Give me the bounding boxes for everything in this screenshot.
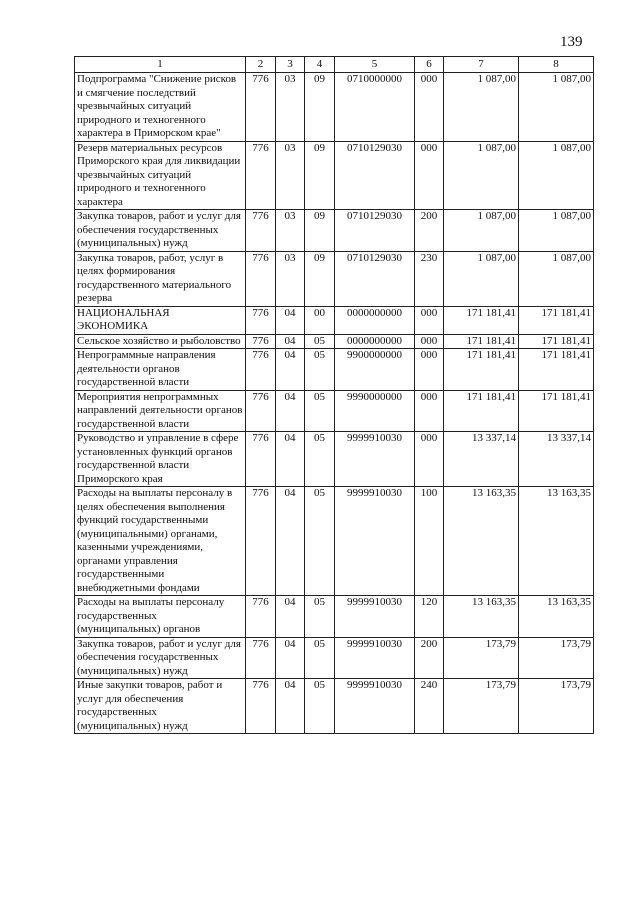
target-article-cell: 0000000000 bbox=[335, 334, 415, 349]
target-article-cell: 9999910030 bbox=[335, 487, 415, 596]
expense-type-cell: 000 bbox=[415, 432, 444, 487]
amount-col7-cell: 171 181,41 bbox=[444, 390, 519, 432]
header-cell: 1 bbox=[75, 57, 246, 73]
row-name-cell: Расходы на выплаты персоналу в целях обеспечения выполнения функций государственными (муниципальными) органами, казенными учреждениями, органами управления государственными внебюджетными фондами bbox=[75, 487, 246, 596]
table-row bbox=[75, 637, 594, 679]
amount-col8-cell: 173,79 bbox=[519, 679, 594, 734]
amount-col8-cell: 13 163,35 bbox=[519, 487, 594, 596]
expense-type-cell: 200 bbox=[415, 210, 444, 252]
admin-code-cell: 776 bbox=[246, 432, 276, 487]
table-row bbox=[75, 390, 594, 432]
subsection-cell: 05 bbox=[305, 334, 335, 349]
expense-type-cell: 100 bbox=[415, 487, 444, 596]
admin-code-cell: 776 bbox=[246, 596, 276, 638]
target-article-cell: 0710129030 bbox=[335, 210, 415, 252]
amount-col7-cell: 171 181,41 bbox=[444, 306, 519, 334]
section-cell: 04 bbox=[276, 390, 305, 432]
subsection-cell: 09 bbox=[305, 210, 335, 252]
expense-type-cell: 000 bbox=[415, 141, 444, 210]
admin-code-cell: 776 bbox=[246, 251, 276, 306]
subsection-cell: 05 bbox=[305, 487, 335, 596]
expense-type-cell: 000 bbox=[415, 73, 444, 142]
section-cell: 03 bbox=[276, 251, 305, 306]
section-cell: 04 bbox=[276, 306, 305, 334]
target-article-cell: 9999910030 bbox=[335, 679, 415, 734]
section-cell: 03 bbox=[276, 73, 305, 142]
target-article-cell: 0710000000 bbox=[335, 73, 415, 142]
row-name-cell: Расходы на выплаты персоналу государственных (муниципальных) органов bbox=[75, 596, 246, 638]
subsection-cell: 05 bbox=[305, 596, 335, 638]
header-cell: 8 bbox=[519, 57, 594, 73]
target-article-cell: 0000000000 bbox=[335, 306, 415, 334]
admin-code-cell: 776 bbox=[246, 141, 276, 210]
expense-type-cell: 000 bbox=[415, 306, 444, 334]
table-row bbox=[75, 73, 594, 142]
amount-col8-cell: 1 087,00 bbox=[519, 251, 594, 306]
target-article-cell: 9999910030 bbox=[335, 637, 415, 679]
page-number: 139 bbox=[560, 34, 583, 50]
table-row bbox=[75, 679, 594, 734]
amount-col8-cell: 13 163,35 bbox=[519, 596, 594, 638]
amount-col7-cell: 171 181,41 bbox=[444, 349, 519, 391]
section-cell: 03 bbox=[276, 141, 305, 210]
expense-type-cell: 240 bbox=[415, 679, 444, 734]
target-article-cell: 9900000000 bbox=[335, 349, 415, 391]
subsection-cell: 05 bbox=[305, 432, 335, 487]
admin-code-cell: 776 bbox=[246, 349, 276, 391]
row-name-cell: Сельское хозяйство и рыболовство bbox=[75, 334, 246, 349]
section-cell: 04 bbox=[276, 637, 305, 679]
amount-col7-cell: 1 087,00 bbox=[444, 73, 519, 142]
row-name-cell: Подпрограмма "Снижение рисков и смягчение последствий чрезвычайных ситуаций природного и техногенного характера в Приморском крае" bbox=[75, 73, 246, 142]
target-article-cell: 9999910030 bbox=[335, 596, 415, 638]
subsection-cell: 05 bbox=[305, 679, 335, 734]
row-name-cell: Непрограммные направления деятельности органов государственной власти bbox=[75, 349, 246, 391]
amount-col8-cell: 173,79 bbox=[519, 637, 594, 679]
subsection-cell: 09 bbox=[305, 73, 335, 142]
table-row bbox=[75, 349, 594, 391]
table-row bbox=[75, 210, 594, 252]
amount-col7-cell: 173,79 bbox=[444, 637, 519, 679]
amount-col7-cell: 13 163,35 bbox=[444, 487, 519, 596]
expense-type-cell: 230 bbox=[415, 251, 444, 306]
amount-col8-cell: 13 337,14 bbox=[519, 432, 594, 487]
row-name-cell: НАЦИОНАЛЬНАЯ ЭКОНОМИКА bbox=[75, 306, 246, 334]
amount-col7-cell: 1 087,00 bbox=[444, 251, 519, 306]
section-cell: 04 bbox=[276, 596, 305, 638]
amount-col8-cell: 171 181,41 bbox=[519, 390, 594, 432]
admin-code-cell: 776 bbox=[246, 637, 276, 679]
table-row bbox=[75, 141, 594, 210]
section-cell: 04 bbox=[276, 679, 305, 734]
target-article-cell: 0710129030 bbox=[335, 251, 415, 306]
admin-code-cell: 776 bbox=[246, 390, 276, 432]
admin-code-cell: 776 bbox=[246, 334, 276, 349]
subsection-cell: 05 bbox=[305, 349, 335, 391]
section-cell: 04 bbox=[276, 334, 305, 349]
amount-col8-cell: 1 087,00 bbox=[519, 73, 594, 142]
header-row bbox=[75, 57, 594, 73]
table-row bbox=[75, 596, 594, 638]
header-cell: 2 bbox=[246, 57, 276, 73]
amount-col8-cell: 171 181,41 bbox=[519, 334, 594, 349]
row-name-cell: Руководство и управление в сфере установленных функций органов государственной власти Приморского края bbox=[75, 432, 246, 487]
expense-type-cell: 200 bbox=[415, 637, 444, 679]
amount-col7-cell: 171 181,41 bbox=[444, 334, 519, 349]
target-article-cell: 9990000000 bbox=[335, 390, 415, 432]
header-cell: 7 bbox=[444, 57, 519, 73]
header-cell: 4 bbox=[305, 57, 335, 73]
amount-col7-cell: 1 087,00 bbox=[444, 141, 519, 210]
section-cell: 04 bbox=[276, 349, 305, 391]
admin-code-cell: 776 bbox=[246, 487, 276, 596]
budget-table bbox=[74, 56, 594, 734]
table-row bbox=[75, 432, 594, 487]
expense-type-cell: 120 bbox=[415, 596, 444, 638]
admin-code-cell: 776 bbox=[246, 210, 276, 252]
expense-type-cell: 000 bbox=[415, 390, 444, 432]
header-cell: 6 bbox=[415, 57, 444, 73]
section-cell: 03 bbox=[276, 210, 305, 252]
section-cell: 04 bbox=[276, 487, 305, 596]
subsection-cell: 05 bbox=[305, 390, 335, 432]
row-name-cell: Закупка товаров, работ и услуг для обеспечения государственных (муниципальных) нужд bbox=[75, 210, 246, 252]
table-row bbox=[75, 487, 594, 596]
amount-col8-cell: 171 181,41 bbox=[519, 349, 594, 391]
amount-col7-cell: 13 163,35 bbox=[444, 596, 519, 638]
amount-col8-cell: 1 087,00 bbox=[519, 141, 594, 210]
amount-col8-cell: 171 181,41 bbox=[519, 306, 594, 334]
amount-col7-cell: 1 087,00 bbox=[444, 210, 519, 252]
expense-type-cell: 000 bbox=[415, 349, 444, 391]
subsection-cell: 09 bbox=[305, 141, 335, 210]
amount-col8-cell: 1 087,00 bbox=[519, 210, 594, 252]
row-name-cell: Иные закупки товаров, работ и услуг для обеспечения государственных (муниципальных) нужд bbox=[75, 679, 246, 734]
admin-code-cell: 776 bbox=[246, 73, 276, 142]
subsection-cell: 00 bbox=[305, 306, 335, 334]
table-row bbox=[75, 251, 594, 306]
header-cell: 5 bbox=[335, 57, 415, 73]
table-row bbox=[75, 334, 594, 349]
target-article-cell: 9999910030 bbox=[335, 432, 415, 487]
table-row bbox=[75, 306, 594, 334]
row-name-cell: Закупка товаров, работ и услуг для обеспечения государственных (муниципальных) нужд bbox=[75, 637, 246, 679]
header-cell: 3 bbox=[276, 57, 305, 73]
amount-col7-cell: 173,79 bbox=[444, 679, 519, 734]
admin-code-cell: 776 bbox=[246, 679, 276, 734]
expense-type-cell: 000 bbox=[415, 334, 444, 349]
admin-code-cell: 776 bbox=[246, 306, 276, 334]
section-cell: 04 bbox=[276, 432, 305, 487]
amount-col7-cell: 13 337,14 bbox=[444, 432, 519, 487]
row-name-cell: Резерв материальных ресурсов Приморского края для ликвидации чрезвычайных ситуаций природного и техногенного характера bbox=[75, 141, 246, 210]
subsection-cell: 05 bbox=[305, 637, 335, 679]
subsection-cell: 09 bbox=[305, 251, 335, 306]
target-article-cell: 0710129030 bbox=[335, 141, 415, 210]
row-name-cell: Закупка товаров, работ, услуг в целях формирования государственного материального резерва bbox=[75, 251, 246, 306]
row-name-cell: Мероприятия непрограммных направлений деятельности органов государственной власти bbox=[75, 390, 246, 432]
